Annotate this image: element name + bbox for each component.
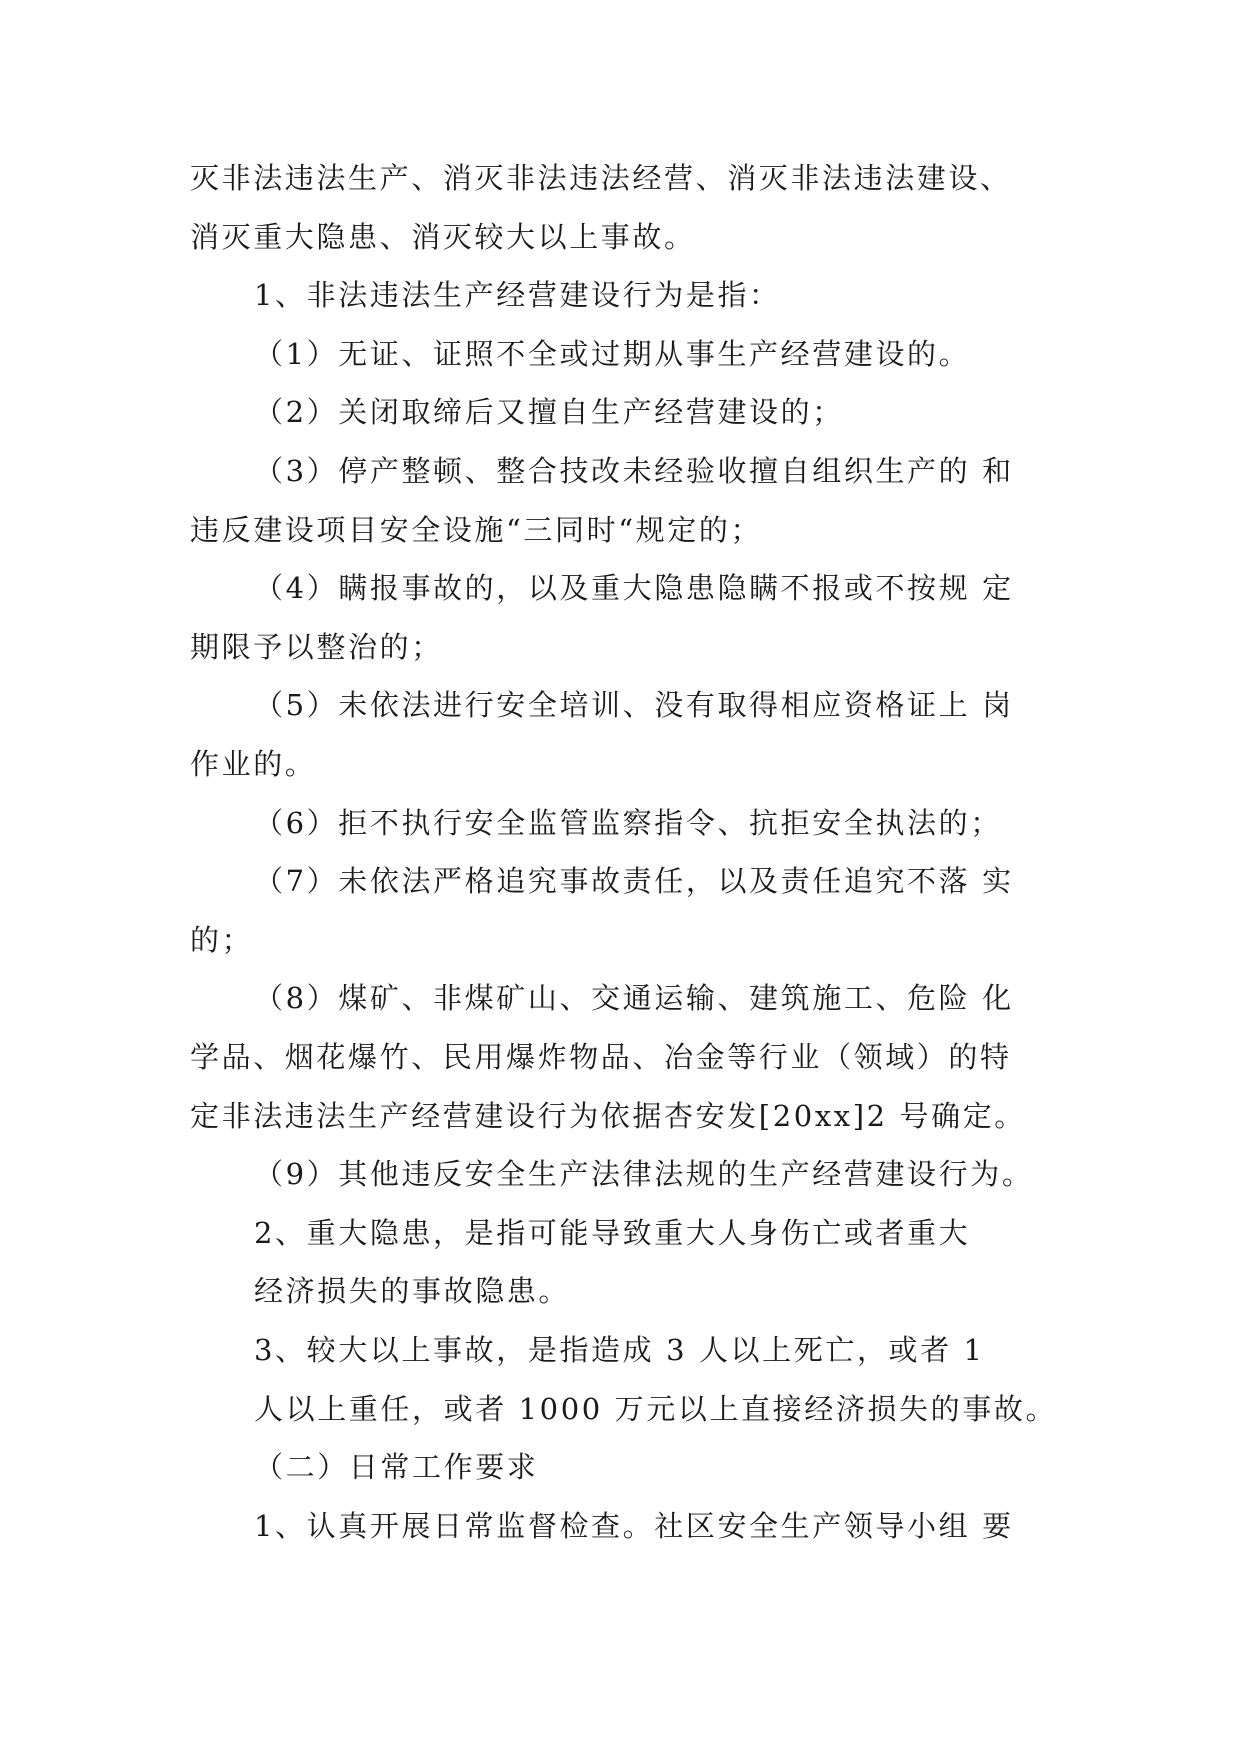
paragraph-line: （1）无证、证照不全或过期从事生产经营建设的。	[254, 337, 971, 371]
paragraph-line: （2）关闭取缔后又擅自生产经营建设的；	[254, 395, 844, 429]
paragraph-line: 期限予以整治的；	[190, 630, 443, 664]
section-heading: （二）日常工作要求	[254, 1450, 539, 1484]
paragraph-line: （8）煤矿、非煤矿山、交通运输、建筑施工、危险 化	[254, 981, 1014, 1015]
paragraph-line: 1、非法违法生产经营建设行为是指：	[254, 278, 781, 312]
paragraph-line: 3、较大以上事故，是指造成 3 人以上死亡，或者 1	[254, 1333, 985, 1367]
paragraph-line: （5）未依法进行安全培训、没有取得相应资格证上 岗	[254, 688, 1014, 722]
paragraph-line: （6）拒不执行安全监管监察指令、抗拒安全执法的；	[254, 806, 1002, 840]
paragraph-line: （4）瞒报事故的，以及重大隐患隐瞒不报或不按规 定	[254, 571, 1014, 605]
paragraph-line: 经济损失的事故隐患。	[254, 1274, 571, 1308]
paragraph-line: 1、认真开展日常监督检查。社区安全生产领导小组 要	[254, 1509, 1014, 1543]
paragraph-line: 的；	[190, 923, 254, 957]
paragraph-line: 学品、烟花爆竹、民用爆炸物品、冶金等行业（领域）的特	[190, 1040, 1012, 1074]
paragraph-line: 2、重大隐患，是指可能导致重大人身伤亡或者重大	[254, 1216, 971, 1250]
paragraph-line: 违反建设项目安全设施“三同时“规定的；	[190, 513, 763, 547]
paragraph-line: （9）其他违反安全生产法律法规的生产经营建设行为。	[254, 1157, 1034, 1191]
paragraph-line: 作业的。	[190, 747, 317, 781]
paragraph-line: 消灭重大隐患、消灭较大以上事故。	[190, 220, 696, 254]
paragraph-line: （7）未依法严格追究事故责任，以及责任追究不落 实	[254, 864, 1014, 898]
paragraph-line: 人以上重任，或者 1000 万元以上直接经济损失的事故。	[254, 1392, 1058, 1426]
paragraph-line: （3）停产整顿、整合技改未经验收擅自组织生产的 和	[254, 454, 1014, 488]
paragraph-line: 定非法违法生产经营建设行为依据杏安发[20xx]2 号确定。	[190, 1099, 1026, 1133]
paragraph-line: 灭非法违法生产、消灭非法违法经营、消灭非法违法建设、	[190, 161, 1012, 195]
